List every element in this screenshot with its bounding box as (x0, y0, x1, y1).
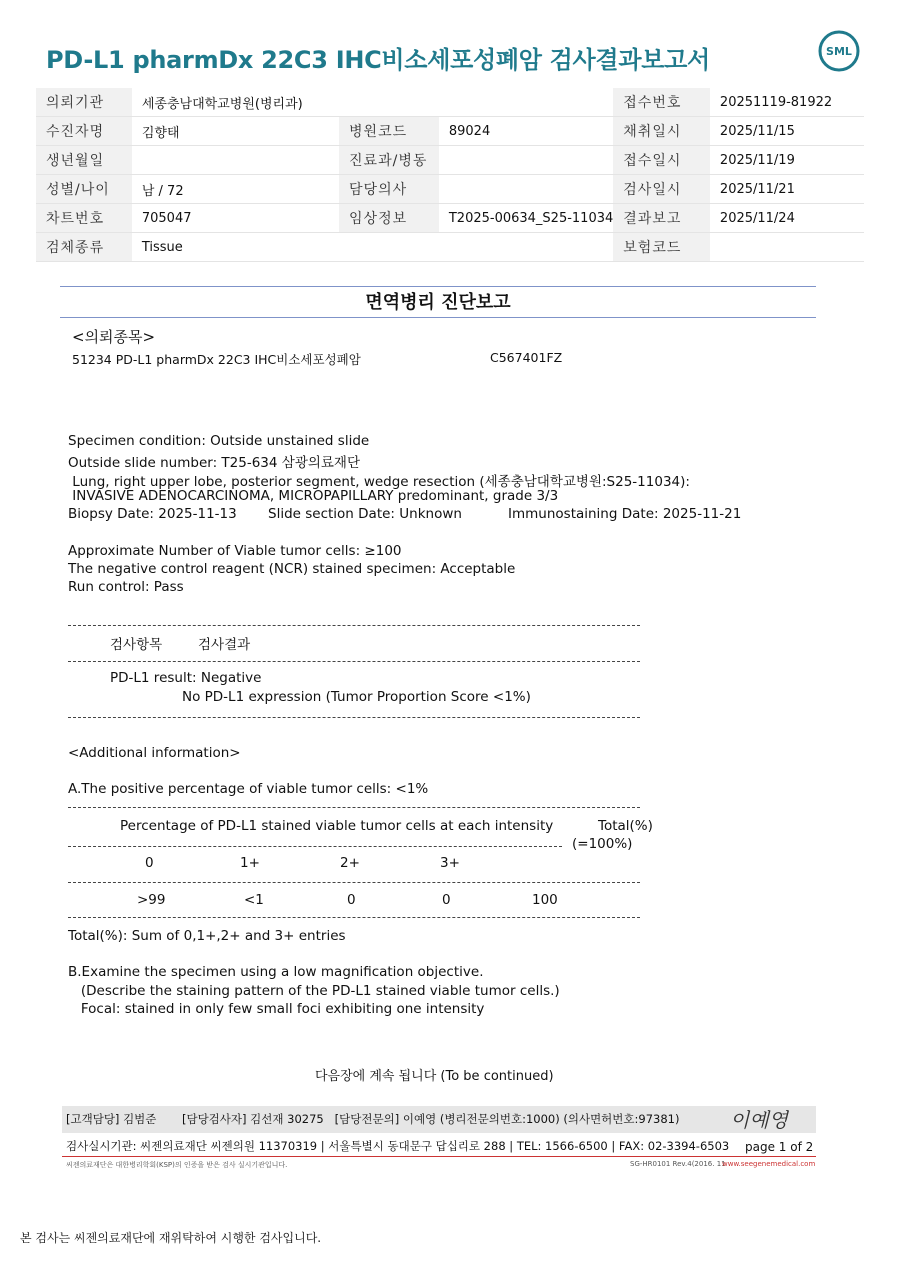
divider (68, 846, 562, 847)
column-test-result: 검사결과 (198, 637, 251, 653)
info-value: 세종충남대학교병원(병리과) (132, 88, 339, 117)
info-label: 담당의사 (339, 175, 439, 204)
info-value (439, 88, 613, 117)
section-a: A.The positive percentage of viable tumor cells: <1% (68, 781, 429, 797)
info-row (36, 175, 864, 204)
info-row (36, 233, 864, 262)
intensity-label-1plus: 1+ (240, 855, 260, 871)
info-value (439, 146, 613, 175)
divider (68, 807, 640, 808)
info-label: 차트번호 (36, 204, 132, 233)
total-definition: Total(%): Sum of 0,1+,2+ and 3+ entries (68, 928, 346, 944)
info-row (36, 88, 864, 117)
info-value: T2025-00634_S25-11034 (439, 204, 613, 233)
info-row (36, 117, 864, 146)
order-heading: <의뢰종목> (72, 328, 156, 346)
section-b: B.Examine the specimen using a low magnification objective. (68, 964, 484, 980)
info-row (36, 146, 864, 175)
lab-info: 검사실시기관: 씨젠의료재단 씨젠의원 11370319 | 서울특별시 동대문구 답십리로 288 | TEL: 1566-6500 | FAX: 02-3394-6503 (66, 1139, 730, 1153)
info-label (339, 88, 439, 117)
info-label: 성별/나이 (36, 175, 132, 204)
sml-logo (818, 30, 860, 72)
intensity-value-1plus: <1 (244, 892, 264, 908)
info-value: 2025/11/19 (710, 146, 864, 175)
order-code: C567401FZ (490, 350, 563, 365)
pdl1-result-detail: No PD-L1 expression (Tumor Proportion Score <1%) (182, 689, 531, 705)
info-label: 진료과/병동 (339, 146, 439, 175)
info-value: 2025/11/15 (710, 117, 864, 146)
intensity-value-2plus: 0 (347, 892, 356, 908)
total-header: Total(%) (598, 818, 653, 834)
info-label: 수진자명 (36, 117, 132, 146)
page-number: page 1 of 2 (745, 1140, 814, 1154)
info-value (439, 233, 613, 262)
immunostaining-date: Immunostaining Date: 2025-11-21 (508, 506, 742, 522)
info-label: 보험코드 (613, 233, 710, 262)
info-value (710, 233, 864, 262)
run-control: Run control: Pass (68, 579, 184, 595)
logo-text: SML (826, 45, 852, 58)
certification-note: 씨젠의료재단은 대한병리학회(KSP)의 인증을 받은 검사 실시기관입니다. (66, 1161, 288, 1169)
info-label: 검사일시 (613, 175, 710, 204)
info-label (339, 233, 439, 262)
outside-slide: Outside slide number: T25-634 삼광의료재단 (68, 455, 361, 471)
info-value: 20251119-81922 (710, 88, 864, 117)
intensity-value-3plus: 0 (442, 892, 451, 908)
info-label: 접수번호 (613, 88, 710, 117)
viable-cells: Approximate Number of Viable tumor cells: ≥100 (68, 543, 402, 559)
info-label: 채취일시 (613, 117, 710, 146)
report-title-rule-bottom (60, 317, 816, 318)
info-label: 임상정보 (339, 204, 439, 233)
info-label: 병원코드 (339, 117, 439, 146)
report-title-rule-top (60, 286, 816, 287)
footer-rule (62, 1156, 816, 1157)
report-main-title: PD-L1 pharmDx 22C3 IHC비소세포성폐암 검사결과보고서 (46, 46, 710, 74)
section-b-description: (Describe the staining pattern of the PD-L1 stained viable tumor cells.) (68, 983, 560, 999)
divider (68, 882, 640, 883)
info-value: 김향태 (132, 117, 339, 146)
info-value: 남 / 72 (132, 175, 339, 204)
specimen-condition: Specimen condition: Outside unstained slide (68, 433, 370, 449)
column-test-item: 검사항목 (110, 637, 163, 653)
report-section-title: 면역병리 진단보고 (365, 292, 511, 313)
diagnosis-line-2: INVASIVE ADENOCARCINOMA, MICROPAPILLARY predominant, grade 3/3 (68, 488, 559, 504)
divider (68, 917, 640, 918)
info-label: 의뢰기관 (36, 88, 132, 117)
info-value (132, 146, 339, 175)
info-value: 2025/11/24 (710, 204, 864, 233)
intensity-label-2plus: 2+ (340, 855, 360, 871)
focal-pattern: Focal: stained in only few small foci exhibiting one intensity (68, 1001, 485, 1017)
info-value: 705047 (132, 204, 339, 233)
intensity-label-0: 0 (145, 855, 154, 871)
divider (68, 661, 640, 662)
info-value (439, 175, 613, 204)
patient-info-table (36, 88, 864, 262)
ncr-status: The negative control reagent (NCR) stained specimen: Acceptable (68, 561, 516, 577)
continued-note: 다음장에 계속 됩니다 (To be continued) (315, 1069, 554, 1084)
pdl1-result: PD-L1 result: Negative (110, 670, 262, 686)
form-code: SG-HR0101 Rev.4(2016. 11 (630, 1160, 726, 1168)
intensity-value-total: 100 (532, 892, 558, 908)
info-value: 2025/11/21 (710, 175, 864, 204)
info-value: 89024 (439, 117, 613, 146)
website-link[interactable]: www.seegenemedical.com (722, 1160, 816, 1168)
contacts: [고객담당] 김범준 [담당검사자] 김선재 30275 [담당전문의] 이예영 (병리전문의번호:1000) (의사면허번호:97381) (66, 1112, 680, 1126)
intensity-value-0: >99 (137, 892, 166, 908)
slide-section-date: Slide section Date: Unknown (268, 506, 462, 522)
divider (68, 717, 640, 718)
intensity-header: Percentage of PD-L1 stained viable tumor cells at each intensity (120, 818, 554, 834)
additional-info-heading: <Additional information> (68, 745, 241, 761)
info-row (36, 204, 864, 233)
outsourcing-note: 본 검사는 씨젠의료재단에 재위탁하여 시행한 검사입니다. (20, 1231, 322, 1245)
diagnosis-line-1: Lung, right upper lobe, posterior segment, wedge resection (세종충남대학교병원:S25-11034): (68, 474, 690, 490)
info-label: 결과보고 (613, 204, 710, 233)
info-label: 생년월일 (36, 146, 132, 175)
pathologist-signature: 이예영 (730, 1108, 788, 1132)
total-note: (=100%) (572, 836, 633, 852)
order-item: 51234 PD-L1 pharmDx 22C3 IHC비소세포성폐암 (72, 352, 361, 367)
info-label: 검체종류 (36, 233, 132, 262)
biopsy-date: Biopsy Date: 2025-11-13 (68, 506, 237, 522)
intensity-label-3plus: 3+ (440, 855, 460, 871)
info-value: Tissue (132, 233, 339, 262)
info-label: 접수일시 (613, 146, 710, 175)
divider (68, 625, 640, 626)
